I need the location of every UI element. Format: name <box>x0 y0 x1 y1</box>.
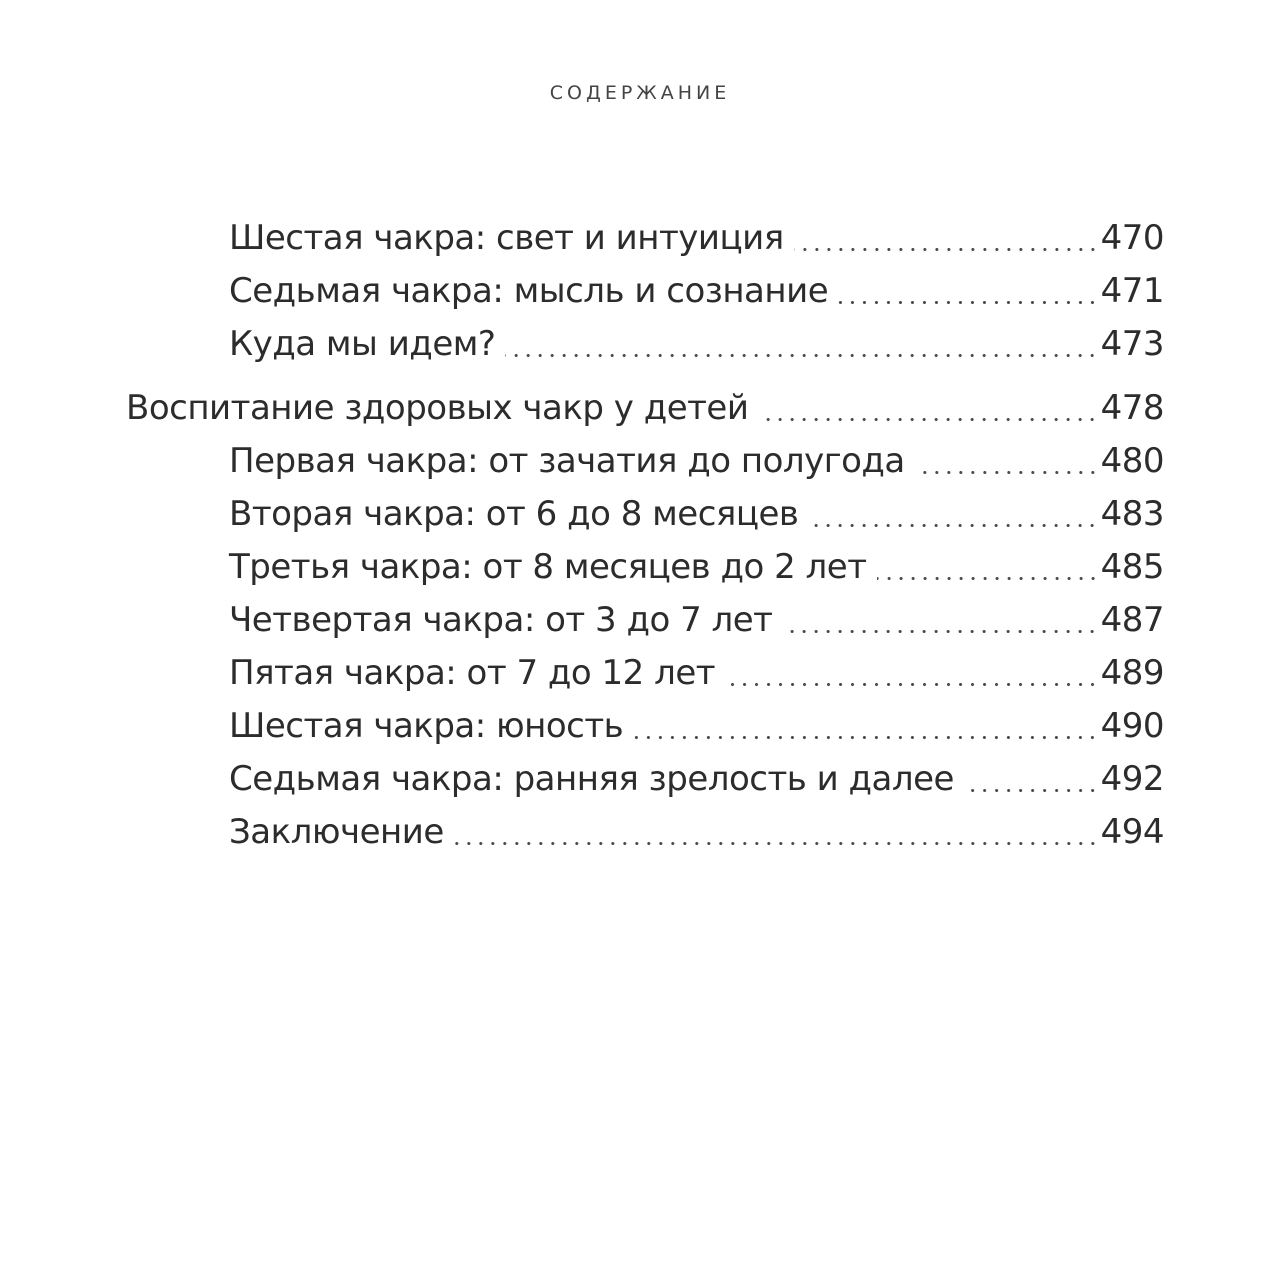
toc-entry-page: 480 <box>1100 441 1164 481</box>
toc-entry[interactable] <box>229 435 1164 487</box>
toc-entry-title: Вторая чакра: от 6 до 8 месяцев <box>229 494 799 534</box>
dot-leader <box>758 418 1098 421</box>
toc-entry[interactable] <box>229 700 1164 752</box>
toc-entry-page: 492 <box>1100 759 1164 799</box>
toc-entry-title: Третья чакра: от 8 месяцев до 2 лет <box>229 547 867 587</box>
dot-leader <box>725 683 1099 686</box>
dot-leader <box>454 842 1099 845</box>
toc-entry[interactable] <box>126 382 1164 434</box>
dot-leader <box>915 471 1099 474</box>
toc-entry[interactable] <box>229 318 1164 370</box>
toc-entry[interactable] <box>229 488 1164 540</box>
toc-entry-page: 485 <box>1100 547 1164 587</box>
toc-entry[interactable] <box>229 594 1164 646</box>
toc-entry-page: 483 <box>1100 494 1164 534</box>
toc-entry-page: 471 <box>1100 271 1164 311</box>
toc-entry-title: Шестая чакра: свет и интуиция <box>229 218 784 258</box>
toc-entry[interactable] <box>229 541 1164 593</box>
toc-entry[interactable] <box>229 265 1164 317</box>
toc-entry-title: Седьмая чакра: ранняя зрелость и далее <box>229 759 954 799</box>
toc-entry[interactable] <box>229 753 1164 805</box>
toc-entry-title: Четвертая чакра: от 3 до 7 лет <box>229 600 773 640</box>
toc-entry-page: 487 <box>1100 600 1164 640</box>
toc-entry-title: Воспитание здоровых чакр у детей <box>126 388 749 428</box>
toc-entry-title: Заключение <box>229 812 444 852</box>
dot-leader <box>633 736 1098 739</box>
toc-entry-page: 473 <box>1100 324 1164 364</box>
page-title: СОДЕРЖАНИЕ <box>549 82 731 104</box>
toc-entry-title: Куда мы идем? <box>229 324 496 364</box>
dot-leader <box>877 577 1099 580</box>
dot-leader <box>505 354 1098 357</box>
toc-entry-page: 478 <box>1100 388 1164 428</box>
toc-entry-title: Первая чакра: от зачатия до полугода <box>229 441 905 481</box>
toc-entry[interactable] <box>229 647 1164 699</box>
toc-entry[interactable] <box>229 212 1164 264</box>
toc-entry-page: 489 <box>1100 653 1164 693</box>
toc-entry-page: 494 <box>1100 812 1164 852</box>
dot-leader <box>782 630 1098 633</box>
dot-leader <box>964 789 1099 792</box>
toc-entry-title: Пятая чакра: от 7 до 12 лет <box>229 653 716 693</box>
toc-entry-page: 490 <box>1100 706 1164 746</box>
toc-entry-page: 470 <box>1100 218 1164 258</box>
toc-entry-title: Шестая чакра: юность <box>229 706 624 746</box>
dot-leader <box>808 524 1098 527</box>
dot-leader <box>794 248 1099 251</box>
toc-entry[interactable] <box>229 806 1164 858</box>
dot-leader <box>838 301 1098 304</box>
toc-entry-title: Седьмая чакра: мысль и сознание <box>229 271 829 311</box>
